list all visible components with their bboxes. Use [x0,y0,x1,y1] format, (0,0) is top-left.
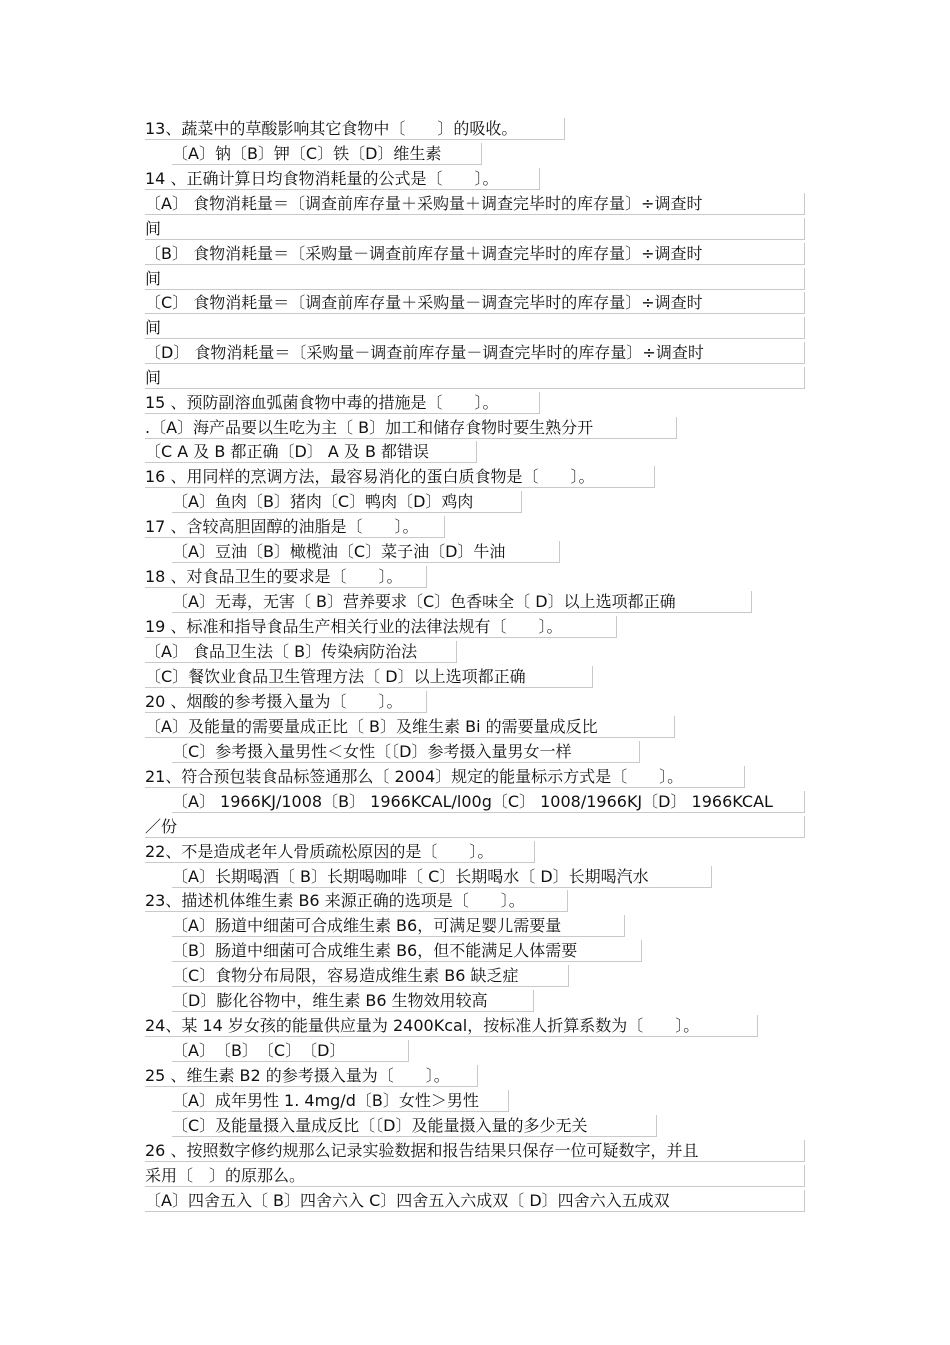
question-13-options: 〔A〕钠〔B〕钾〔C〕铁〔D〕维生素 [172,143,482,165]
question-14: 14 、正确计算日均食物消耗量的公式是〔 〕。 [145,168,540,190]
question-24-options: 〔A〕 〔B〕 〔C〕 〔D〕 [172,1040,409,1062]
question-21: 21、符合预包装食品标签通那么〔 2004〕规定的能量标示方式是〔 〕。 [145,766,745,788]
question-14-option-b: 〔B〕 食物消耗量＝〔采购量－调查前库存量＋调查完毕时的库存量〕÷调查时 [145,243,805,265]
question-26: 26 、按照数字修约规那么记录实验数据和报告结果只保存一位可疑数字，并且 [145,1140,805,1162]
question-17-options: 〔A〕豆油〔B〕橄榄油〔C〕菜子油〔D〕牛油 [172,541,560,563]
question-22: 22、不是造成老年人骨质疏松原因的是〔 〕。 [145,841,535,863]
question-19-options-cd: 〔C〕餐饮业食品卫生管理方法〔 D〕以上选项都正确 [145,666,593,688]
question-17: 17 、含较高胆固醇的油脂是〔 〕。 [145,516,445,538]
question-20-options-cd: 〔C〕参考摄入量男性＜女性〔〔D〕参考摄入量男女一样 [172,741,640,763]
question-19-options-ab: 〔A〕 食品卫生法〔 B〕传染病防治法 [145,641,457,663]
question-23-option-b: 〔B〕肠道中细菌可合成维生素 B6，但不能满足人体需要 [172,940,642,962]
question-20: 20 、烟酸的参考摄入量为〔 〕。 [145,691,427,713]
question-21-options: 〔A〕 1966KJ/1008〔B〕 1966KCAL/l00g〔C〕 1008/1966KJ〔D〕 1966KCAL [172,791,805,813]
question-13: 13、蔬菜中的草酸影响其它食物中〔 〕的吸收。 [145,118,565,140]
question-23-option-c: 〔C〕食物分布局限，容易造成维生素 B6 缺乏症 [172,965,569,987]
question-14-option-b-cont: 间 [145,268,805,290]
question-15-options-cd: 〔C A 及 B 都正确〔D〕 A 及 B 都错误 [145,441,477,463]
question-24: 24、某 14 岁女孩的能量供应量为 2400Kcal，按标准人折算系数为〔 〕。 [145,1015,758,1037]
question-25-options-ab: 〔A〕成年男性 1. 4mg/d〔B〕女性＞男性 [172,1090,509,1112]
question-21-options-cont: ／份 [145,816,805,838]
question-14-option-a-cont: 间 [145,218,805,240]
question-25: 25 、维生素 B2 的参考摄入量为〔 〕。 [145,1065,478,1087]
question-16-options: 〔A〕鱼肉〔B〕猪肉〔C〕鸭肉〔D〕鸡肉 [172,491,522,513]
question-23: 23、描述机体维生素 B6 来源正确的选项是〔 〕。 [145,890,568,912]
question-15-options-ab: .〔A〕海产品要以生吃为主〔 B〕加工和储存食物时要生熟分开 [145,417,677,439]
question-14-option-d-cont: 间 [145,367,805,389]
question-15: 15 、预防副溶血弧菌食物中毒的措施是〔 〕。 [145,392,540,414]
question-14-option-d: 〔D〕 食物消耗量＝〔采购量－调查前库存量－调查完毕时的库存量〕÷调查时 [145,342,805,364]
question-14-option-a: 〔A〕 食物消耗量＝〔调查前库存量＋采购量＋调查完毕时的库存量〕÷调查时 [145,193,805,215]
question-26-cont: 采用〔 〕的原那么。 [145,1165,805,1187]
question-22-options: 〔A〕长期喝酒〔 B〕长期喝咖啡〔 C〕长期喝水〔 D〕长期喝汽水 [172,866,712,888]
question-20-options-ab: 〔A〕及能量的需要量成正比〔 B〕及维生素 Bi 的需要量成反比 [145,716,675,738]
question-14-option-c-cont: 间 [145,317,805,339]
question-14-option-c: 〔C〕 食物消耗量＝〔调查前库存量＋采购量－调查完毕时的库存量〕÷调查时 [145,292,805,314]
question-19: 19 、标准和指导食品生产相关行业的法律法规有〔 〕。 [145,616,617,638]
question-23-option-a: 〔A〕肠道中细菌可合成维生素 B6，可满足婴儿需要量 [172,915,625,937]
question-16: 16 、用同样的烹调方法，最容易消化的蛋白质食物是〔 〕。 [145,466,655,488]
question-23-option-d: 〔D〕膨化谷物中，维生素 B6 生物效用较高 [172,990,534,1012]
question-26-options: 〔A〕四舍五入〔 B〕四舍六入 C〕四舍五入六成双〔 D〕四舍六入五成双 [145,1190,805,1212]
question-18-options: 〔A〕无毒，无害〔 B〕营养要求〔C〕色香味全〔 D〕以上选项都正确 [172,591,752,613]
question-18: 18 、对食品卫生的要求是〔 〕。 [145,566,427,588]
question-25-options-cd: 〔C〕及能量摄入量成反比〔〔D〕及能量摄入量的多少无关 [172,1115,657,1137]
